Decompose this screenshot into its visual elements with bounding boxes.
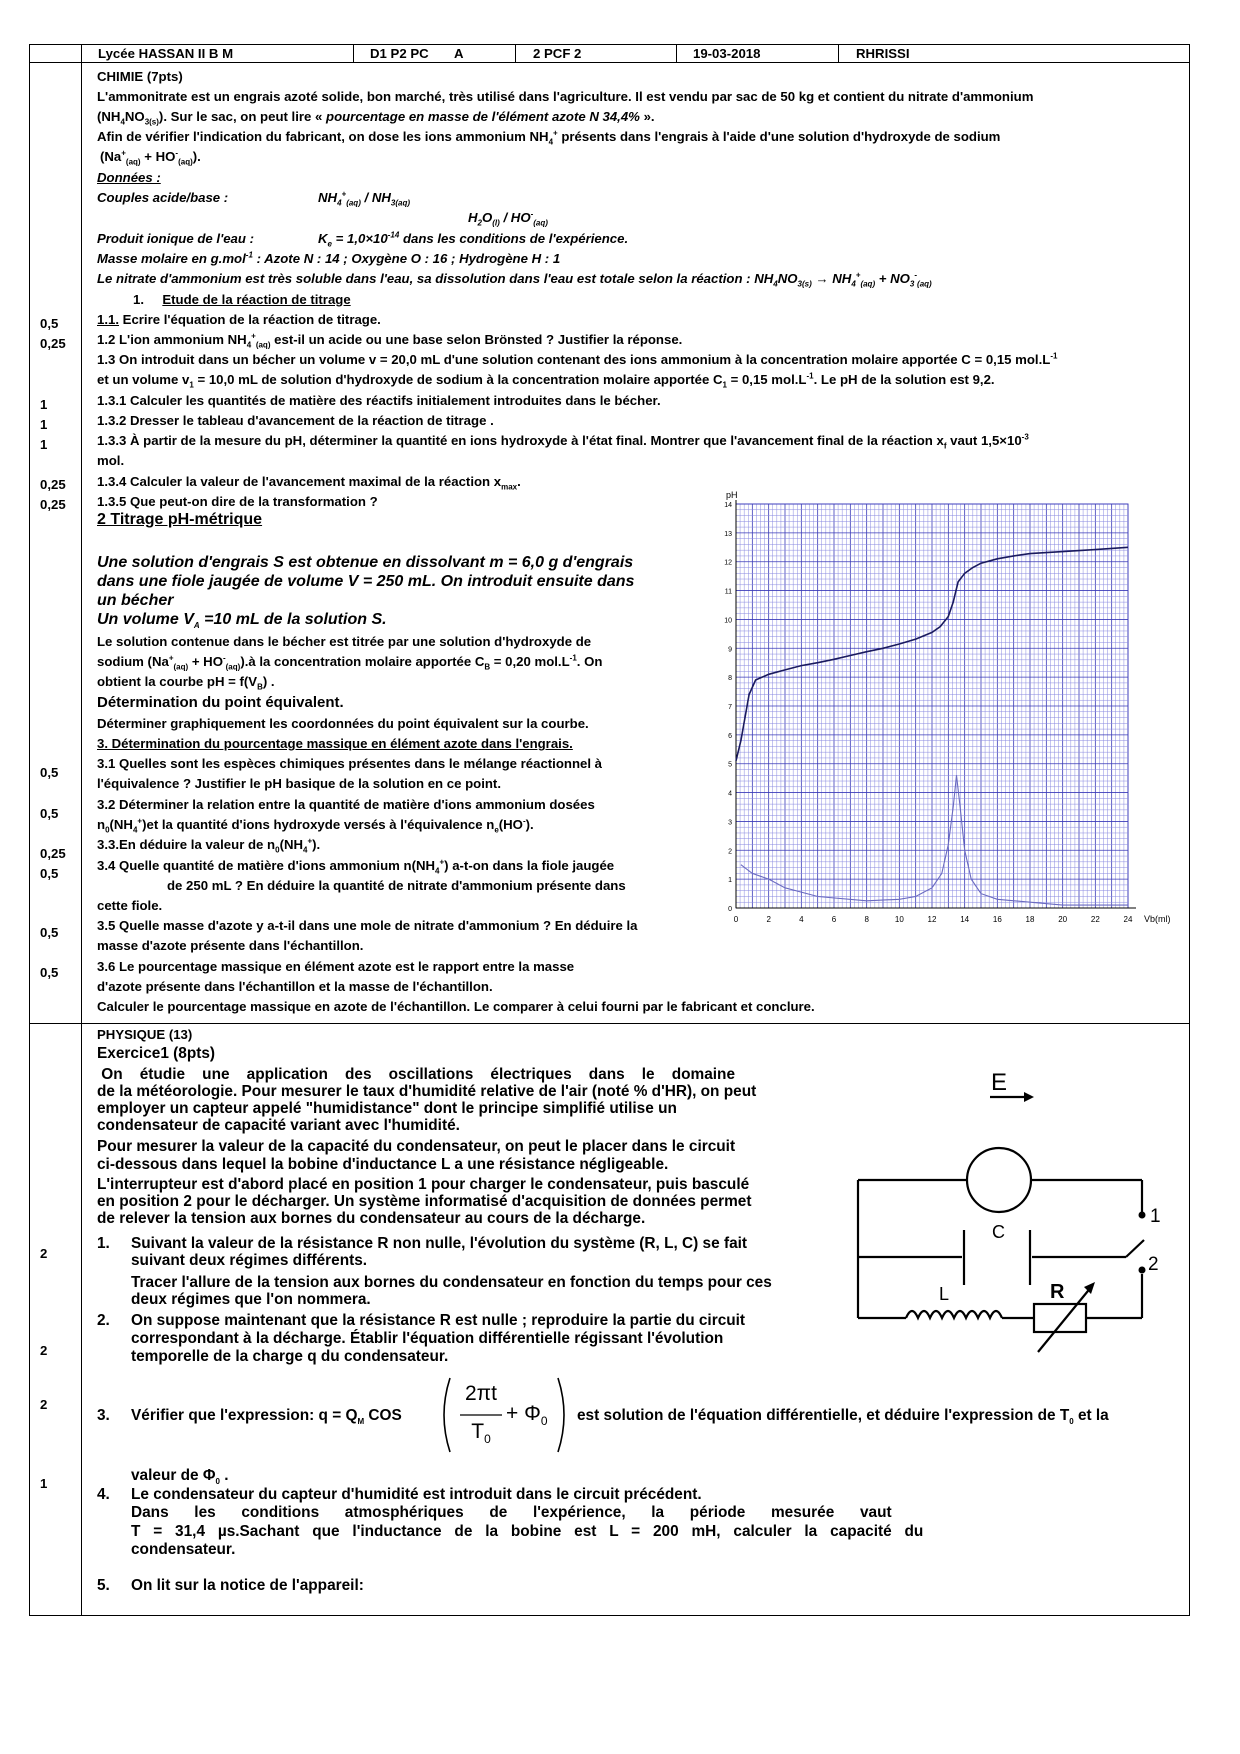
y-tick-label: 0 [728, 906, 732, 913]
y-tick-label: 4 [728, 790, 732, 798]
mark: 1 [40, 437, 48, 452]
physique-q1: Tracer l'allure de la tension aux bornes du condensateur en fonction du temps pour ces [131, 1274, 772, 1291]
physique-q2: On suppose maintenant que la résistance R est nulle ; reproduire la partie du circuit [131, 1312, 746, 1329]
chimie-title: CHIMIE (7pts) [97, 69, 183, 84]
x-tick-label: 18 [1025, 915, 1035, 924]
q1-3-2: 1.3.2 Dresser le tableau d'avancement de la réaction de titrage . [97, 413, 494, 428]
physique-q5: On lit sur la notice de l'appareil: [131, 1577, 364, 1594]
physique-q4: Dans les conditions atmosphériques de l'expérience, la période mesurée vaut [131, 1504, 892, 1521]
y-axis-label: pH [726, 490, 738, 500]
q1-3-5: 1.3.5 Que peut-on dire de la transformation ? [97, 494, 378, 509]
formula [438, 1374, 570, 1456]
x-tick-label: 8 [864, 915, 869, 924]
q3-5: masse d'azote présente dans l'échantillon. [97, 938, 364, 953]
mark: 2 [40, 1343, 48, 1358]
generator-symbol [967, 1148, 1031, 1212]
q1-3-3: 1.3.3 À partir de la mesure du pH, déterminer la quantité en ions hydroxyde à l'état final. Montrer que l'avancement final de la réaction $x_f$ vaut $1,5\times 10^{-3}$ [97, 432, 1029, 451]
physique-intro: condensateur de capacité variant avec l'humidité. [97, 1117, 460, 1134]
physique-q2: temporelle de la charge q du condensateur. [131, 1348, 449, 1365]
part1-title: 1. Etude de la réaction de titrage [133, 292, 351, 307]
part3-title: 3. Détermination du pourcentage massique en élément azote dans l'engrais. [97, 736, 573, 751]
physique-q3: est solution de l'équation différentielle, et déduire l'expression de $T_0$ et la [577, 1407, 1109, 1427]
physique-intro: de la météorologie. Pour mesurer le taux d'humidité relative de l'air (noté % d'HR), on peut [97, 1083, 757, 1100]
physique-title: PHYSIQUE (13) [97, 1027, 193, 1042]
label-L: L [939, 1284, 950, 1304]
mark: 0,5 [40, 866, 59, 881]
molar-masses: Masse molaire en g.mol$^{-1}$ : Azote N : 14 ; Oxygène O : 16 ; Hydrogène H : 1 [97, 250, 561, 266]
switch-blade [1126, 1240, 1144, 1257]
chimie-intro: $(Na^+_{(aq)} + HO^-_{(aq)})$. [100, 148, 201, 167]
physique-intro: L'interrupteur est d'abord placé en position 1 pour charger le condensateur, puis basculé [97, 1176, 750, 1193]
equivalence-text: Déterminer graphiquement les coordonnées du point équivalent sur la courbe. [97, 716, 589, 731]
x-tick-label: 20 [1058, 915, 1068, 924]
couples-label: Couples acide/base : [97, 190, 229, 205]
dissolution: Le nitrate d'ammonium est très soluble dans l'eau, sa dissolution dans l'eau est totale selon la réaction : $NH_4NO_{3(s)} \to NH_4^+_{(aq)} + NO_3^-_{(aq)}$ [97, 270, 932, 289]
physique-intro: On étudie une application des oscillations électriques dans le domaine [97, 1066, 736, 1083]
y-tick-label: 8 [728, 675, 732, 683]
x-tick-label: 16 [992, 915, 1002, 924]
physique-q1: suivant deux régimes différents. [131, 1252, 368, 1269]
y-tick-label: 10 [724, 617, 732, 625]
header-teacher: RHRISSI [856, 46, 910, 61]
physique-q3: valeur de $\Phi_0$ . [131, 1467, 229, 1487]
q1-3-3: mol. [97, 453, 125, 468]
physique-intro: employer un capteur appelé "humidistance" dont le principe simplifié utilise un [97, 1100, 677, 1117]
ke-value: $K_e = 1,0\times 10^{-14}$ dans les conditions de l'expérience. [318, 230, 629, 249]
q3-6: 3.6 Le pourcentage massique en élément azote est le rapport entre la masse [97, 959, 575, 974]
y-tick-label: 7 [728, 704, 732, 711]
q1-3: 1.3 On introduit dans un bécher un volume v = 20,0 mL d'une solution contenant des ions ammonium à la concentration molaire apportée C = 0,15 $mol.L^{-1}$ [97, 351, 1058, 367]
label-E: E [991, 1069, 1008, 1096]
physique-intro: en position 2 pour le décharger. Un système informatisé d'acquisition de données permet [97, 1193, 752, 1210]
x-tick-label: 4 [799, 915, 804, 924]
switch-contact-2 [1139, 1267, 1146, 1274]
mark: 2 [40, 1246, 48, 1261]
x-tick-label: 12 [927, 915, 937, 924]
mark: 0,5 [40, 316, 59, 331]
q1-3-4: 1.3.4 Calculer la valeur de l'avancement maximal de la réaction $x_{max}$. [97, 474, 521, 492]
q3-2: $n_0(NH_4^+)et$ la quantité d'ions hydroxyde versés à l'équivalence $n_e(HO^-)$. [97, 816, 534, 835]
header-level: D1 P2 PC [370, 46, 429, 61]
mark: 0,5 [40, 965, 59, 980]
header-date: 19-03-2018 [693, 46, 761, 61]
titration-chart [724, 486, 1184, 972]
mark: 1 [40, 417, 48, 432]
x-tick-label: 24 [1123, 915, 1133, 924]
q3-1: 3.1 Quelles sont les espèces chimiques présentes dans le mélange réactionnel à [97, 756, 603, 771]
y-tick-label: 11 [724, 588, 732, 596]
physique-q4: Le condensateur du capteur d'humidité est introduit dans le circuit précédent. [131, 1486, 702, 1503]
y-tick-label: 1 [728, 877, 732, 885]
mark: 1 [40, 397, 48, 412]
q-number: 4. [97, 1486, 110, 1503]
part2-text: un bécher [97, 592, 174, 609]
y-tick-label: 2 [728, 848, 732, 856]
q3-6: d'azote présente dans l'échantillon et la masse de l'échantillon. [97, 979, 493, 994]
formula-numerator: 2πt [464, 1382, 497, 1405]
exercise1-title: Exercice1 (8pts) [97, 1045, 216, 1062]
y-tick-label: 13 [724, 530, 732, 538]
chimie-intro: $(NH_4NO_{3(s)})$. Sur le sac, on peut lire « pourcentage en masse de l'élément azote N 34,4% ». [97, 109, 655, 127]
formula-denominator: $T_0$ [471, 1420, 491, 1447]
q-number: 5. [97, 1577, 110, 1594]
q-number: 2. [97, 1312, 110, 1329]
q-number: 1. [97, 1235, 110, 1252]
chimie-intro: L'ammonitrate est un engrais azoté solide, bon marché, très utilisé dans l'agriculture. Il est vendu par sac de 50 kg et contient du nitrate d'ammonium [97, 89, 1034, 104]
mark: 0,25 [40, 846, 66, 861]
part2-title: 2 Titrage pH-métrique [97, 511, 263, 528]
header-class: 2 PCF 2 [533, 46, 582, 61]
part2-text: dans une fiole jaugée de volume V = 250 mL. On introduit ensuite dans [97, 573, 635, 590]
physique-intro: Pour mesurer la valeur de la capacité du condensateur, on peut le placer dans le circuit [97, 1138, 736, 1155]
mark: 0,25 [40, 336, 66, 351]
resistor-symbol [1034, 1304, 1086, 1332]
label-C: C [992, 1222, 1005, 1242]
q3-3: 3.3.En déduire la valeur de $n_0(NH_4^+)$. [97, 836, 321, 855]
q-number: 3. [97, 1407, 110, 1424]
q3-4: cette fiole. [97, 898, 163, 913]
q3-6: Calculer le pourcentage massique en azote de l'échantillon. Le comparer à celui fourni par le fabricant et conclure. [97, 999, 815, 1014]
label-R: R [1050, 1281, 1065, 1303]
data-title: Données : [97, 170, 161, 185]
y-tick-label: 12 [724, 559, 732, 567]
q1-1: 1.1. Ecrire l'équation de la réaction de titrage. [97, 312, 381, 327]
q1-3-1: 1.3.1 Calculer les quantités de matière des réactifs initialement introduites dans le bécher. [97, 393, 661, 408]
x-axis-label: Vb(ml) [1144, 914, 1171, 924]
q1-2: 1.2 L'ion ammonium $NH_4^+_{(aq)}$ est-il un acide ou une base selon Brönsted ? Justifier la réponse. [97, 331, 683, 350]
physique-q3: Vérifier que l'expression: $q = Q_M$ COS [131, 1407, 402, 1427]
mark: 0,25 [40, 477, 66, 492]
q3-2: 3.2 Déterminer la relation entre la quantité de matière d'ions ammonium dosées [97, 797, 595, 812]
physique-intro: de relever la tension aux bornes du condensateur au cours de la décharge. [97, 1210, 646, 1227]
x-tick-label: 2 [766, 915, 771, 924]
y-tick-label: 9 [728, 646, 732, 654]
q1-3: et un volume $v_1 = 10,0$ mL de solution d'hydroxyde de sodium à la concentration molaire apportée $C_1 = 0,15$ $mol.L^{-1}$. Le pH de la solution est 9,2. [97, 371, 995, 390]
section-divider [30, 1023, 1189, 1024]
x-tick-label: 0 [733, 915, 739, 924]
equivalence-title: Détermination du point équivalent. [97, 694, 344, 711]
header-group: A [454, 46, 464, 61]
mark: 0,25 [40, 497, 66, 512]
physique-q1: deux régimes que l'on nommera. [131, 1291, 371, 1308]
chimie-intro: Afin de vérifier l'indication du fabricant, on dose les ions ammonium $NH_4^+$ présents dans l'engrais à l'aide d'une solution d'hydroxyde de sodium [97, 128, 1001, 147]
x-tick-label: 6 [831, 915, 837, 924]
label-pos2: 2 [1148, 1254, 1159, 1275]
mark: 0,5 [40, 765, 59, 780]
physique-intro: ci-dessous dans lequel la bobine d'inductance L a une résistance négligeable. [97, 1156, 669, 1173]
inductor-coil [906, 1311, 1002, 1318]
physique-q1: Suivant la valeur de la résistance R non nulle, l'évolution du système (R, L, C) se fait [131, 1235, 748, 1252]
formula-parentheses [438, 1374, 570, 1456]
switch-contact-1 [1139, 1212, 1146, 1219]
rlc-circuit-diagram [842, 1060, 1182, 1378]
mark: 1 [40, 1476, 48, 1491]
mark: 2 [40, 1397, 48, 1412]
physique-q4: condensateur. [131, 1541, 236, 1558]
mark: 0,5 [40, 925, 59, 940]
y-tick-label: 5 [728, 761, 732, 769]
x-tick-label: 10 [894, 915, 904, 924]
formula-phase: + $\Phi_0$ [506, 1402, 548, 1429]
label-pos1: 1 [1150, 1206, 1161, 1227]
marks-column-divider [81, 45, 82, 1615]
header-divider [30, 62, 1189, 63]
emf-arrowhead [1024, 1092, 1034, 1102]
part2-text: sodium ($Na^+_{(aq)}$ + $HO^-_{(aq)}).à$ la concentration molaire apportée $C_B = 0,20$ $mol.L^{-1}$. On [97, 653, 603, 672]
q3-5: 3.5 Quelle masse d'azote y a-t-il dans une mole de nitrate d'ammonium ? En déduire la [97, 918, 638, 933]
mark: 0,5 [40, 806, 59, 821]
part2-text: Le solution contenue dans le bécher est titrée par une solution d'hydroxyde de [97, 634, 592, 649]
part2-text: Une solution d'engrais S est obtenue en dissolvant m = 6,0 g d'engrais [97, 554, 634, 571]
x-tick-label: 14 [960, 915, 970, 924]
y-tick-label: 14 [724, 502, 732, 509]
y-tick-label: 3 [728, 819, 732, 827]
q3-1: l'équivalence ? Justifier le pH basique de la solution en ce point. [97, 776, 501, 791]
q3-4: 3.4 Quelle quantité de matière d'ions ammonium $n(NH_4^+)$ a-t-on dans la fiole jaugée [97, 857, 615, 876]
variable-arrow [1038, 1286, 1092, 1352]
couple-1: $NH_4^+_{(aq)} / NH_{3(aq)}$ [318, 189, 411, 208]
ke-label: Produit ionique de l'eau : [97, 231, 254, 246]
x-tick-label: 22 [1090, 915, 1100, 924]
physique-q2: correspondant à la décharge. Établir l'équation différentielle régissant l'évolution [131, 1330, 724, 1347]
header-school: Lycée HASSAN II B M [98, 46, 234, 61]
couple-2: $H_2O_{(l)} / HO^-_{(aq)}$ [468, 209, 548, 228]
q3-4: de 250 mL ? En déduire la quantité de nitrate d'ammonium présente dans [167, 878, 626, 893]
part2-text: Un volume $V_A =10$ mL de la solution S. [97, 611, 387, 631]
physique-q4: T = 31,4 µs.Sachant que l'inductance de la bobine est L = 200 mH, calculer la capacité du [131, 1523, 924, 1540]
part2-text: obtient la courbe pH = $f(V_B)$ . [97, 674, 275, 692]
y-tick-label: 6 [728, 732, 732, 740]
